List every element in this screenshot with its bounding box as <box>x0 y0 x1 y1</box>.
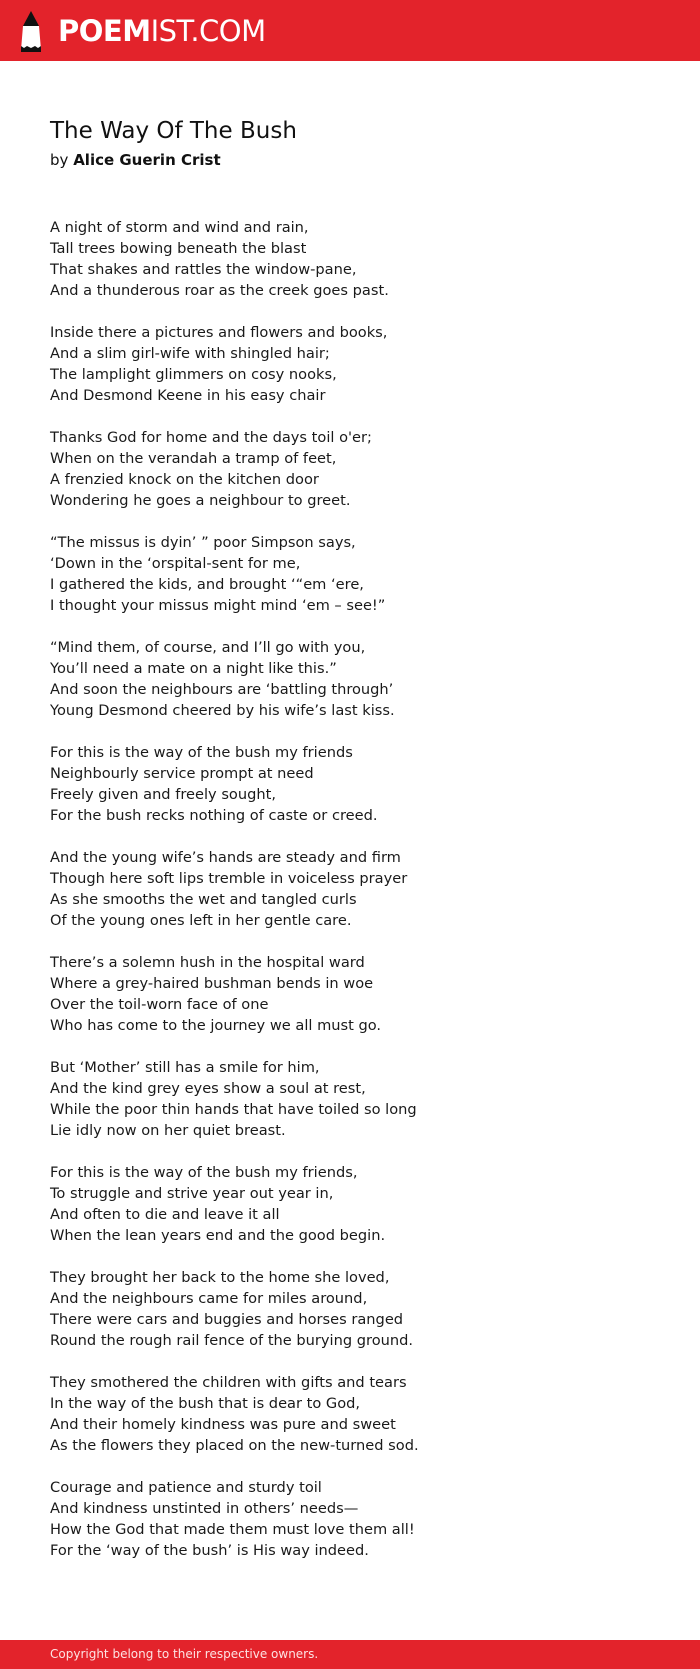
poem-stanza <box>50 1477 670 1561</box>
poem-line: There’s a solemn hush in the hospital ward <box>50 954 365 971</box>
poem-line: You’ll need a mate on a night like this.” <box>50 660 337 677</box>
poem-stanza <box>50 952 670 1036</box>
poem-stanza <box>50 637 670 721</box>
site-logo[interactable] <box>18 10 266 52</box>
poem-stanza <box>50 427 670 511</box>
poem-line: For the bush recks nothing of caste or creed. <box>50 807 378 824</box>
poem-line: Of the young ones left in her gentle care. <box>50 912 352 929</box>
poem-line: Courage and patience and sturdy toil <box>50 1479 322 1496</box>
poem-line: Thanks God for home and the days toil o'er; <box>50 429 372 446</box>
logo-text-light: IST.COM <box>150 13 266 48</box>
poem-stanza <box>50 1162 670 1246</box>
poem-line: For the ‘way of the bush’ is His way indeed. <box>50 1542 369 1559</box>
poem-stanza <box>50 1057 670 1141</box>
poem-line: A frenzied knock on the kitchen door <box>50 471 319 488</box>
poem-line: “The missus is dyin’ ” poor Simpson says, <box>50 534 356 551</box>
poem-line: And a slim girl-wife with shingled hair; <box>50 345 330 362</box>
poem-line: The lamplight glimmers on cosy nooks, <box>50 366 337 383</box>
logo-text-bold: POEM <box>58 13 151 48</box>
poem-line: And a thunderous roar as the creek goes past. <box>50 282 389 299</box>
by-label: by <box>50 151 69 169</box>
poem-stanza <box>50 322 670 406</box>
poem-line: Over the toil-worn face of one <box>50 996 269 1013</box>
poem-line: For this is the way of the bush my friends, <box>50 1164 358 1181</box>
copyright-text: Copyright belong to their respective owners. <box>50 1647 319 1661</box>
poem-stanza <box>50 1372 670 1456</box>
poem-line: And their homely kindness was pure and sweet <box>50 1416 396 1433</box>
poem-line: In the way of the bush that is dear to God, <box>50 1395 361 1412</box>
poem-line: And kindness unstinted in others’ needs— <box>50 1500 359 1517</box>
poem-line: While the poor thin hands that have toiled so long <box>50 1101 417 1118</box>
poem-line: Who has come to the journey we all must go. <box>50 1017 382 1034</box>
poem-stanza <box>50 532 670 616</box>
poem-line: For this is the way of the bush my friends <box>50 744 353 761</box>
poem-line: Young Desmond cheered by his wife’s last kiss. <box>50 702 395 719</box>
poem-line: And the young wife’s hands are steady and firm <box>50 849 401 866</box>
poem-line: Though here soft lips tremble in voiceless prayer <box>50 870 408 887</box>
poem-line: And often to die and leave it all <box>50 1206 280 1223</box>
poem-line: How the God that made them must love them all! <box>50 1521 415 1538</box>
poem-line: And Desmond Keene in his easy chair <box>50 387 326 404</box>
site-header <box>0 0 700 61</box>
poem-line: Neighbourly service prompt at need <box>50 765 314 782</box>
poem-line: “Mind them, of course, and I’ll go with you, <box>50 639 366 656</box>
poem-line: To struggle and strive year out year in, <box>50 1185 334 1202</box>
poem-stanza <box>50 1267 670 1351</box>
author-name[interactable]: Alice Guerin Crist <box>73 151 221 169</box>
poem-line: Wondering he goes a neighbour to greet. <box>50 492 351 509</box>
logo-text <box>58 13 266 48</box>
poem-line: Tall trees bowing beneath the blast <box>50 240 307 257</box>
poem-line: I thought your missus might mind ‘em – see!” <box>50 597 386 614</box>
poem-line: They brought her back to the home she loved, <box>50 1269 390 1286</box>
pencil-icon <box>18 10 44 52</box>
poem-stanza <box>50 847 670 931</box>
poem-line: And soon the neighbours are ‘battling through’ <box>50 681 394 698</box>
poem-line: A night of storm and wind and rain, <box>50 219 309 236</box>
poem-line: That shakes and rattles the window-pane, <box>50 261 357 278</box>
poem-line: And the neighbours came for miles around, <box>50 1290 368 1307</box>
poem-line: As she smooths the wet and tangled curls <box>50 891 357 908</box>
poem-line: They smothered the children with gifts and tears <box>50 1374 407 1391</box>
poem-stanza <box>50 217 670 301</box>
poem-stanza <box>50 742 670 826</box>
poem-line: There were cars and buggies and horses ranged <box>50 1311 404 1328</box>
poem-title: The Way Of The Bush <box>50 118 297 144</box>
poem-line: Lie idly now on her quiet breast. <box>50 1122 286 1139</box>
poem-line: And the kind grey eyes show a soul at rest, <box>50 1080 366 1097</box>
poem-byline <box>50 150 670 170</box>
poem-line: I gathered the kids, and brought ‘“em ‘ere, <box>50 576 364 593</box>
poem-line: As the flowers they placed on the new-turned sod. <box>50 1437 419 1454</box>
poem-line: ‘Down in the ‘orspital-sent for me, <box>50 555 301 572</box>
poem-body <box>50 217 670 1561</box>
poem-line: Inside there a pictures and flowers and books, <box>50 324 388 341</box>
poem-line: But ‘Mother’ still has a smile for him, <box>50 1059 320 1076</box>
poem-line: When the lean years end and the good begin. <box>50 1227 386 1244</box>
poem-line: Round the rough rail fence of the burying ground. <box>50 1332 414 1349</box>
site-footer <box>0 1640 700 1669</box>
poem-content <box>50 116 670 1582</box>
poem-line: Freely given and freely sought, <box>50 786 276 803</box>
poem-line: Where a grey-haired bushman bends in woe <box>50 975 374 992</box>
poem-line: When on the verandah a tramp of feet, <box>50 450 337 467</box>
